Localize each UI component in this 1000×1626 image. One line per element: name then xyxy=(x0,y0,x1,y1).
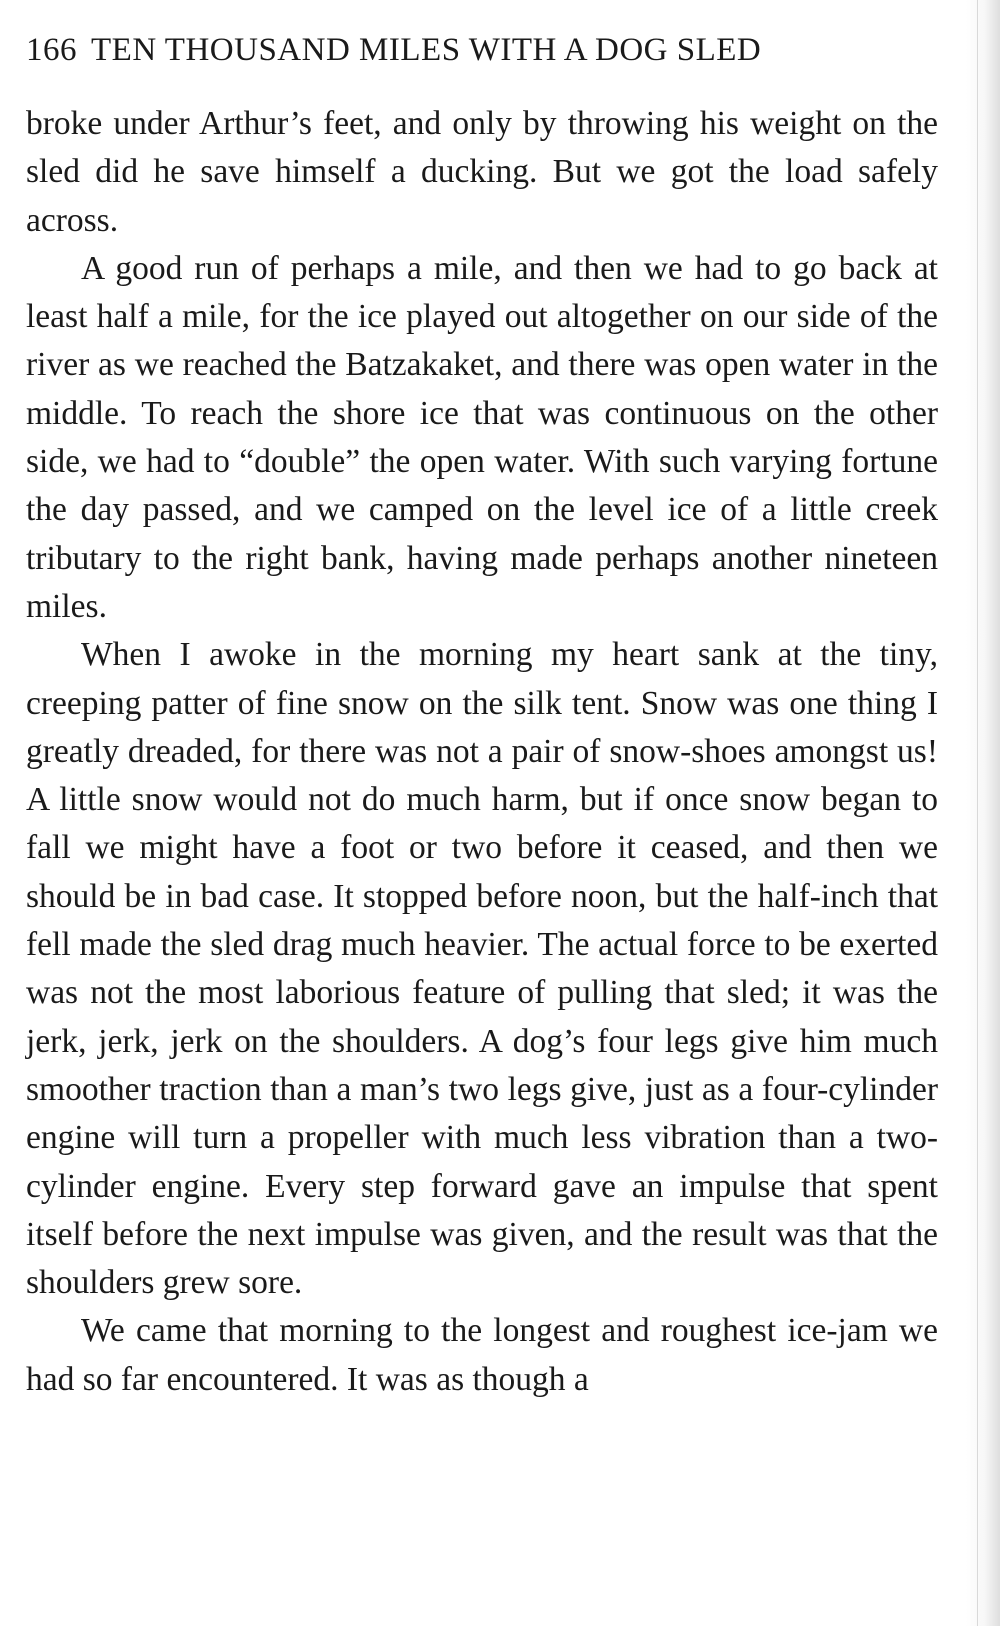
paragraph: A good run of perhaps a mile, and then we had to go back at least half a mile, for the ice played out altogether on our side of the river as we reached the Batzakaket, and there was open water in the middle. To reach the shore ice that was continuous on the other side, we had to “double” the open water. With such varying fortune the day passed, and we camped on the level ice of a little creek tributary to the right bank, having made perhaps another nineteen miles. xyxy=(26,249,938,625)
running-title: TEN THOUSAND MILES WITH A DOG SLED xyxy=(91,32,762,68)
paragraph: We came that morning to the longest and roughest ice-jam we had so far encountered. It was as though a xyxy=(26,1312,938,1398)
body-text xyxy=(26,100,938,1404)
page-gutter-shadow xyxy=(966,0,1000,1626)
page-number: 166 xyxy=(26,32,77,68)
paragraph: When I awoke in the morning my heart sank at the tiny, creeping patter of fine snow on the silk tent. Snow was one thing I greatly dreaded, for there was not a pair of snow-shoes amongst us! A little snow would not do much harm, but if once snow began to fall we might have a foot or two before it ceased, and then we should be in bad case. It stopped before noon, but the half-inch that fell made the sled drag much heavier. The actual force to be exerted was not the most laborious feature of pulling that sled; it was the jerk, jerk, jerk on the shoulders. A dog’s four legs give him much smoother traction than a man’s two legs give, just as a four-cylinder engine will turn a propeller with much less vibration than a two-cylinder engine. Every step forward gave an impulse that spent itself before the next impulse was given, and the result was that the shoulders grew sore. xyxy=(26,636,938,1302)
running-head xyxy=(26,30,936,70)
paragraph-continued: broke under Arthur’s feet, and only by throwing his weight on the sled did he save himself a ducking. But we got the load safely across. xyxy=(26,105,938,239)
page-gutter-line xyxy=(977,0,978,1626)
